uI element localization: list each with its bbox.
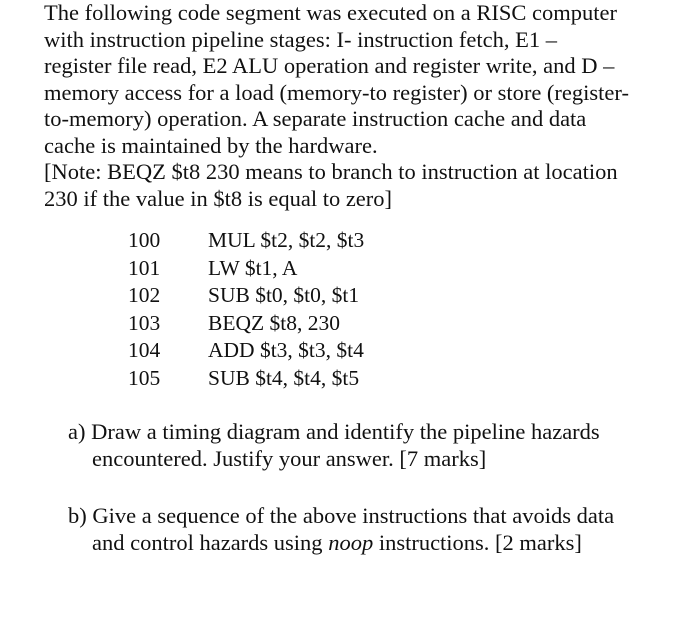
statement-line: cache is maintained by the hardware.: [44, 132, 378, 158]
code-row: [128, 255, 448, 283]
note-line: 230 if the value in $t8 is equal to zero]: [44, 185, 393, 211]
question-a: [68, 418, 688, 472]
question-a-line: encountered. Justify your answer. [7 marks]: [92, 446, 487, 471]
code-listing: [128, 227, 448, 393]
noop-emphasis: noop: [328, 530, 374, 555]
question-b: [68, 502, 688, 556]
instruction-text: ADD $t3, $t3, $t4: [208, 338, 364, 363]
problem-statement: [44, 0, 684, 212]
instruction-address: 101: [128, 255, 161, 280]
instruction-address: 100: [128, 228, 161, 252]
instruction-text: MUL $t2, $t2, $t3: [208, 228, 365, 252]
code-row: [128, 365, 448, 393]
question-b-line: [68, 529, 688, 556]
statement-line: with instruction pipeline stages: I- instruction fetch, E1 –: [44, 26, 558, 52]
code-row: [128, 227, 448, 255]
instruction-address: 105: [128, 365, 161, 390]
statement-line: memory access for a load (memory-to register) or store (register-: [44, 79, 629, 105]
instruction-text: BEQZ $t8, 230: [208, 310, 340, 335]
code-row: [128, 282, 448, 310]
instruction-text: SUB $t0, $t0, $t1: [208, 283, 360, 308]
code-row: [128, 310, 448, 338]
question-b-text: and control hazards using: [92, 530, 329, 555]
instruction-address: 102: [128, 283, 161, 308]
question-a-line: a) Draw a timing diagram and identify the pipeline hazards: [68, 419, 600, 444]
code-row: [128, 337, 448, 365]
instruction-address: 103: [128, 310, 161, 335]
statement-line: to-memory) operation. A separate instruction cache and data: [44, 106, 587, 131]
instruction-address: 104: [128, 338, 161, 363]
statement-line: register file read, E2 ALU operation and register write, and D –: [44, 53, 615, 78]
instruction-text: SUB $t4, $t4, $t5: [208, 365, 360, 390]
instruction-text: LW $t1, A: [208, 255, 298, 280]
question-b-text: instructions. [2 marks]: [373, 530, 582, 555]
question-b-line: b) Give a sequence of the above instructions that avoids data: [68, 503, 615, 528]
statement-line: The following code segment was executed on a RISC computer: [44, 0, 617, 25]
note-line: [Note: BEQZ $t8 230 means to branch to instruction at location: [44, 159, 618, 184]
